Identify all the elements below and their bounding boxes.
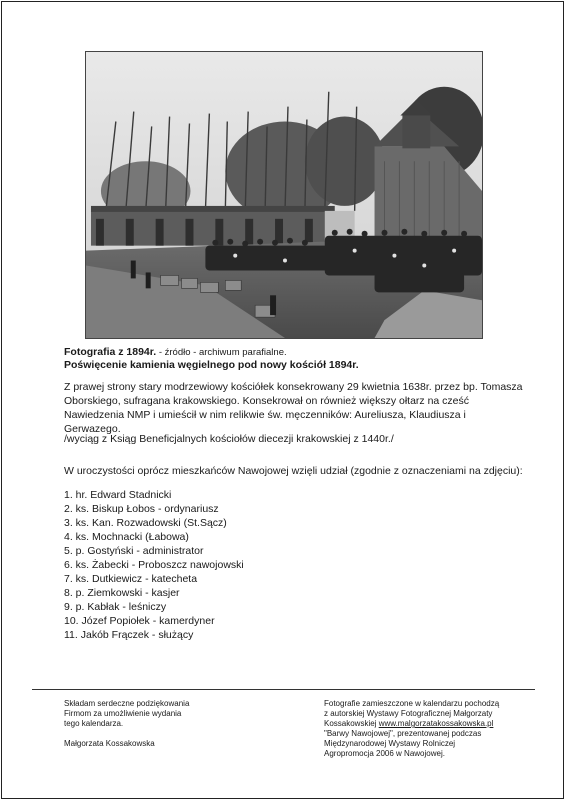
credit-line: Międzynarodowej Wystawy Rolniczej <box>324 739 456 748</box>
list-item: 3. ks. Kan. Rozwadowski (St.Sącz) <box>64 517 227 529</box>
source-citation: /wyciąg z Ksiąg Beneficjalnych kościołów diecezji krakowskiej z 1440r./ <box>64 433 394 445</box>
caption-subtitle: Poświęcenie kamienia węgielnego pod nowy kościół 1894r. <box>64 359 359 371</box>
participants-intro: W uroczystości oprócz mieszkańców Nawojowej wzięli udział (zgodnie z oznaczeniami na zdjęciu): <box>64 465 523 477</box>
caption-source: - źródło - archiwum parafialne. <box>156 347 287 358</box>
signature: Małgorzata Kossakowska <box>64 739 155 748</box>
photo-caption <box>64 346 524 372</box>
participants-list <box>64 488 364 642</box>
list-item: 1. hr. Edward Stadnicki <box>64 489 172 501</box>
credit-line: Fotografie zamieszczone w kalendarzu pochodzą <box>324 699 500 708</box>
list-item: 7. ks. Dutkiewicz - katecheta <box>64 573 198 585</box>
list-item: 5. p. Gostyński - administrator <box>64 545 204 557</box>
list-item: 9. p. Kabłak - leśniczy <box>64 601 167 613</box>
acknowledgements <box>64 699 264 749</box>
credit-line: z autorskiej Wystawy Fotograficznej Małgorzaty <box>324 709 493 718</box>
list-item: 4. ks. Mochnacki (Łabowa) <box>64 531 189 543</box>
website-link[interactable]: www.malgorzatakossakowska.pl <box>378 719 494 728</box>
caption-title: Fotografia z 1894r. <box>64 346 157 358</box>
historical-photograph <box>85 51 483 339</box>
ack-line: Firmom za umożliwienie wydania <box>64 709 182 718</box>
list-item: 2. ks. Biskup Łobos - ordynariusz <box>64 503 219 515</box>
calendar-page <box>1 1 564 799</box>
footer-divider <box>32 689 535 690</box>
ack-line: tego kalendarza. <box>64 719 124 728</box>
credit-line: Agropromocja 2006 w Nawojowej. <box>324 749 445 758</box>
credit-line: Kossakowskiej <box>324 719 379 728</box>
list-item: 6. ks. Żabecki - Proboszcz nawojowski <box>64 559 244 571</box>
list-item: 11. Jakób Frączek - służący <box>64 629 194 641</box>
ack-line: Składam serdeczne podziękowania <box>64 699 190 708</box>
photo-credits <box>324 699 524 759</box>
list-item: 10. Józef Popiołek - kamerdyner <box>64 615 215 627</box>
credit-line: "Barwy Nawojowej", prezentowanej podczas <box>324 729 482 738</box>
church-ceremony-photo <box>86 52 482 338</box>
list-item: 8. p. Ziemkowski - kasjer <box>64 587 180 599</box>
church-history-paragraph: Z prawej strony stary modrzewiowy kościółek konsekrowany 29 kwietnia 1638r. przez bp. Tomasza Oborskiego, sufragana krakowskiego. Konsekrował on również większy ołtarz na cześć Nawiedzenia NMP i umieścił w nim relikwie św. męczenników: Aureliusza, Klaudiusza i Gerwazego. <box>64 381 523 435</box>
